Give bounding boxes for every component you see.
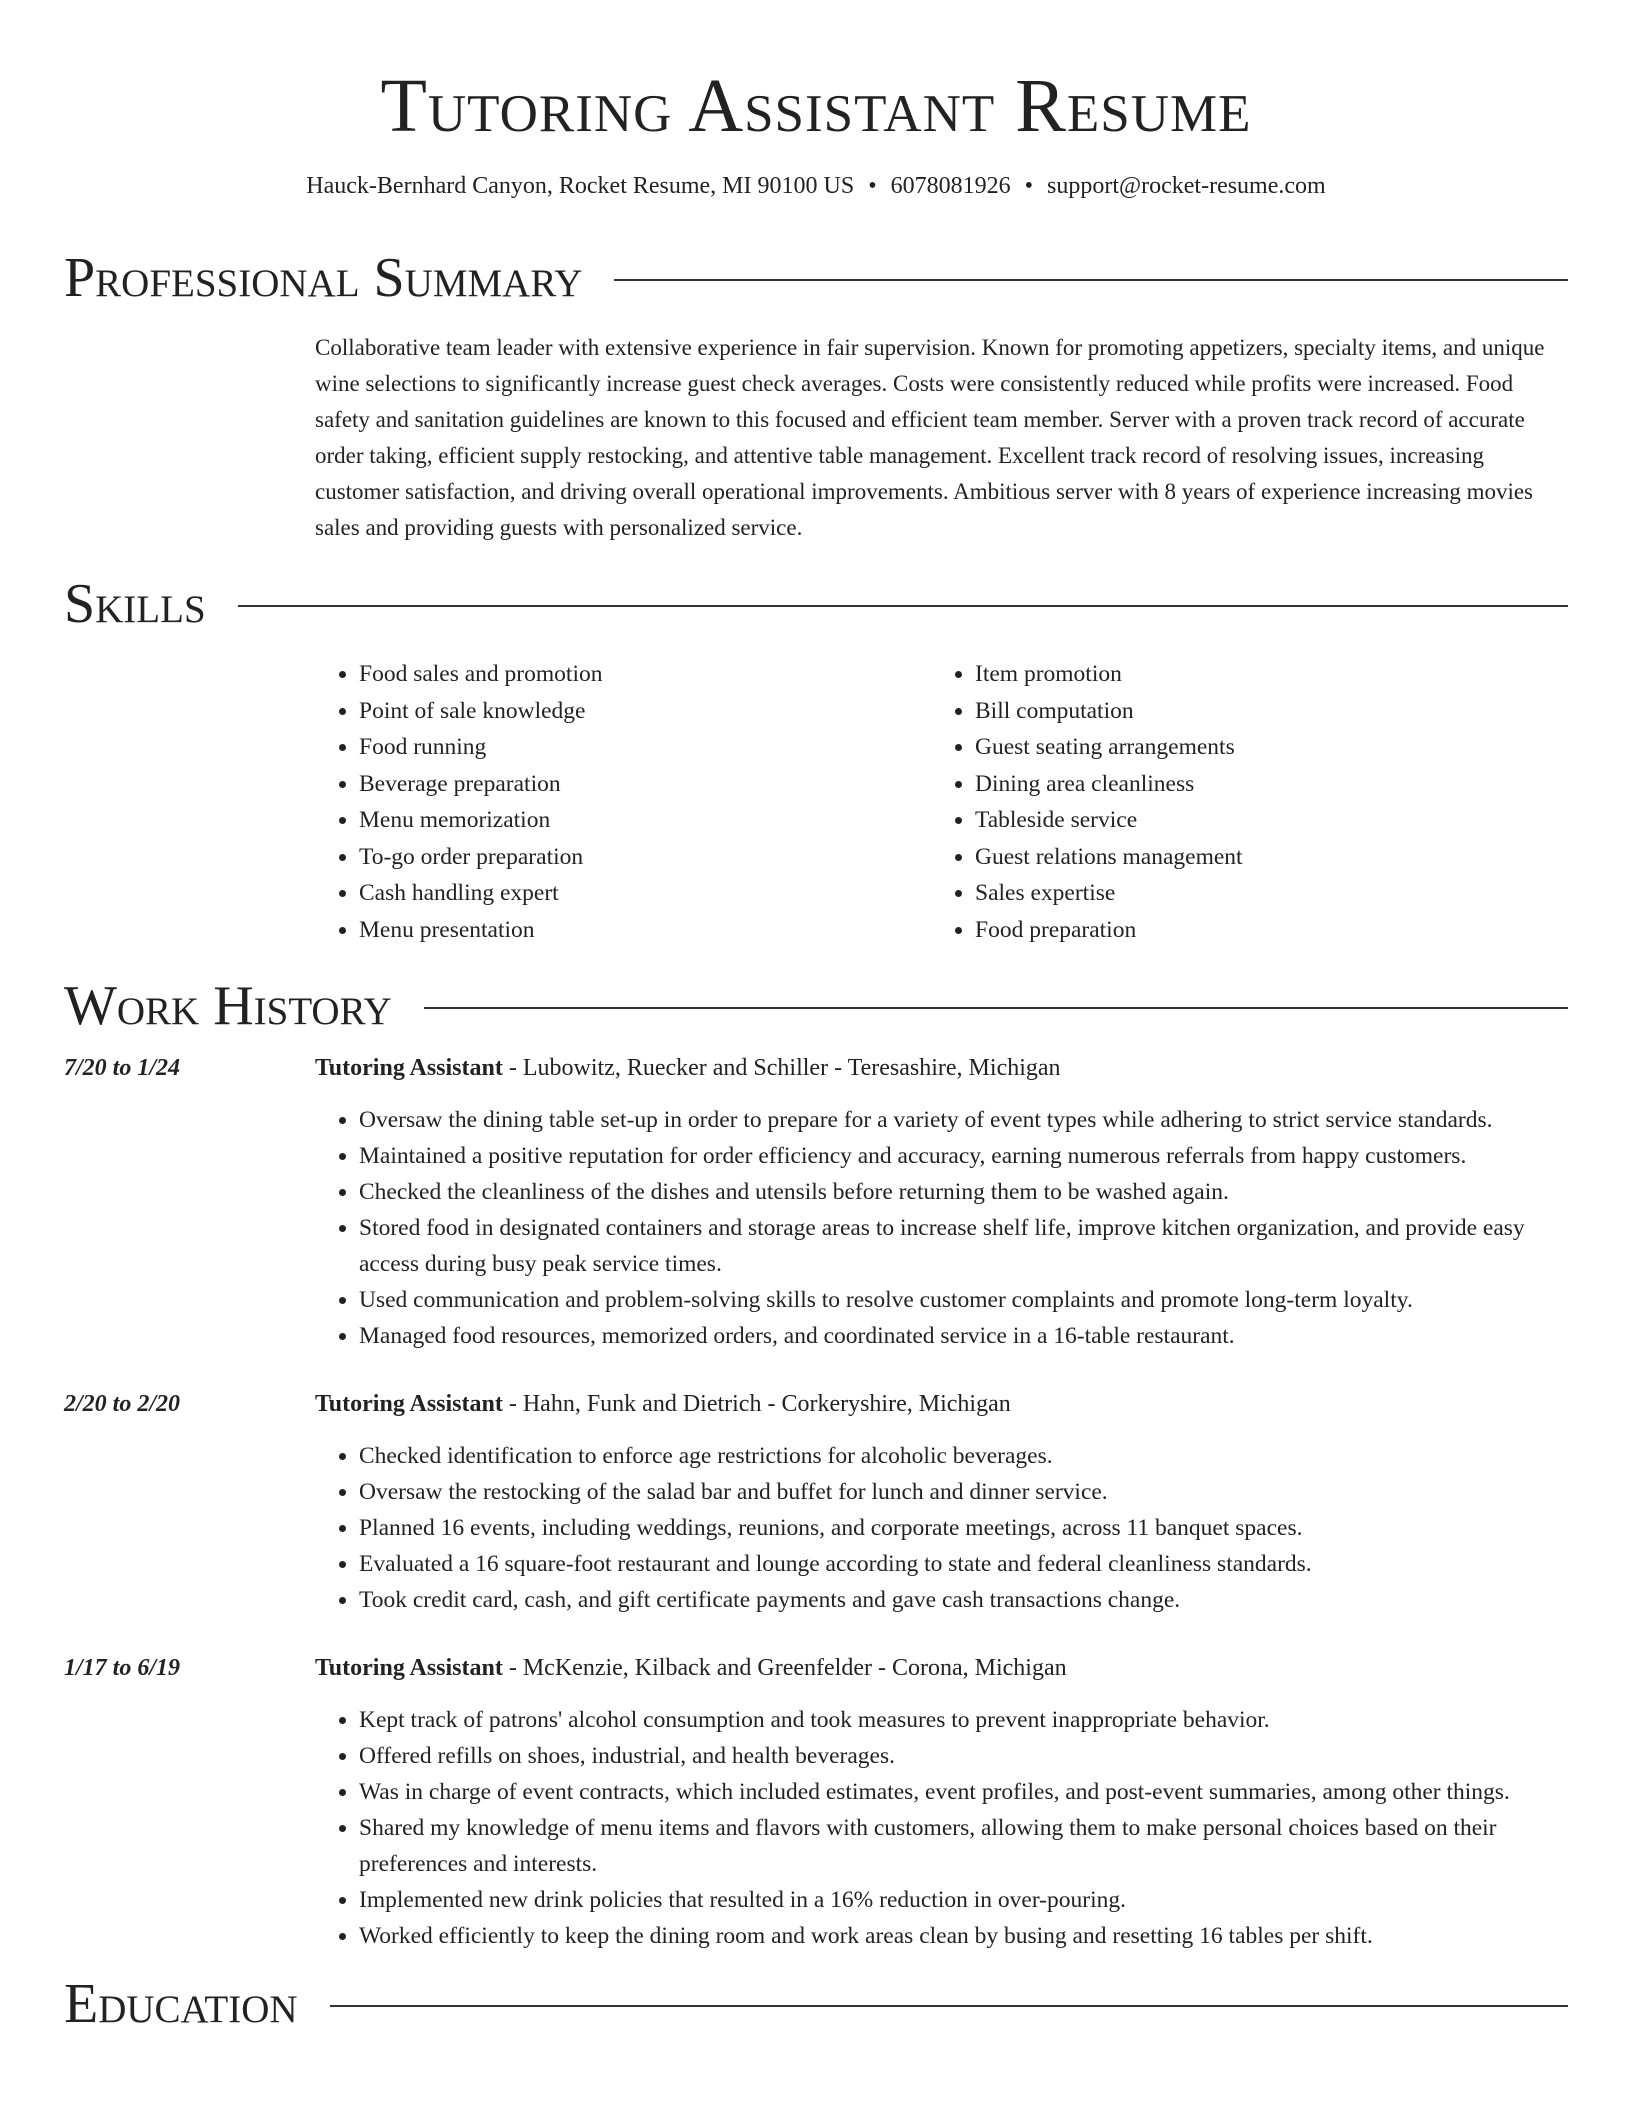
job-dates: 7/20 to 1/24 (64, 1055, 181, 1081)
job-body (315, 1050, 1568, 1354)
job-title: Tutoring Assistant (315, 1055, 503, 1081)
job-dates: 1/17 to 6/19 (64, 1655, 181, 1681)
job-heading (315, 1386, 1568, 1422)
skill-item: • Food running (359, 729, 931, 766)
contact-email: support@rocket-resume.com (1047, 173, 1326, 199)
skill-item: • Point of sale knowledge (359, 693, 931, 730)
section-divider (238, 605, 1568, 607)
section-divider (424, 1007, 1568, 1009)
job-bullets (315, 1102, 1568, 1354)
skill-item: • Guest seating arrangements (975, 729, 1547, 766)
skills-list-right (931, 656, 1547, 948)
summary-heading: Professional Summary (64, 247, 583, 309)
education-heading: Education (64, 1973, 298, 2035)
job-employer: - McKenzie, Kilback and Greenfelder - Corona, Michigan (502, 1655, 1067, 1681)
skills-section-header (64, 572, 1568, 636)
job-title: Tutoring Assistant (315, 1391, 503, 1417)
job-bullet: • Checked identification to enforce age restrictions for alcoholic beverages. (359, 1438, 1568, 1474)
education-section-header (64, 1972, 1568, 2036)
job-bullet: • Evaluated a 16 square-foot restaurant and lounge according to state and federal cleanliness standards. (359, 1546, 1568, 1582)
work-section-header (64, 974, 1568, 1038)
job-bullet: • Planned 16 events, including weddings, reunions, and corporate meetings, across 11 banquet spaces. (359, 1510, 1568, 1546)
skill-item: • Item promotion (975, 656, 1547, 693)
contact-separator: • (1024, 173, 1034, 199)
skills-heading: Skills (64, 573, 206, 635)
job-heading (315, 1050, 1568, 1086)
resume-page (64, 0, 1568, 2036)
job-bullet: • Was in charge of event contracts, which included estimates, event profiles, and post-event summaries, among other things. (359, 1774, 1568, 1810)
skills-list-left (315, 656, 931, 948)
job-bullet: • Maintained a positive reputation for order efficiency and accuracy, earning numerous referrals from happy customers. (359, 1138, 1568, 1174)
skill-item: • Cash handling expert (359, 875, 931, 912)
contact-line (64, 170, 1568, 202)
work-heading: Work History (64, 975, 392, 1037)
job-heading (315, 1650, 1568, 1686)
resume-title: Tutoring Assistant Resume (380, 64, 1252, 148)
skill-item: • Dining area cleanliness (975, 766, 1547, 803)
summary-text: Collaborative team leader with extensive experience in fair supervision. Known for promoting appetizers, specialty items, and unique wine selections to significantly increase guest check averages. Costs were consistently reduced while profits were increased. Food safety and sanitation guidelines are known to this focused and efficient team member. Server with a proven track record of accurate order taking, efficient supply restocking, and attentive table management. Excellent track record of resolving issues, increasing customer satisfaction, and driving overall operational improvements. Ambitious server with 8 years of experience increasing movies sales and providing guests with personalized service. (315, 335, 1545, 540)
job-bullet: • Oversaw the dining table set-up in order to prepare for a variety of event types while adhering to strict service standards. (359, 1102, 1568, 1138)
job-entry (64, 1386, 1568, 1618)
job-bullets (315, 1438, 1568, 1618)
skill-item: • Menu presentation (359, 912, 931, 949)
job-body (315, 1386, 1568, 1618)
section-divider (614, 279, 1568, 281)
job-bullet: • Worked efficiently to keep the dining room and work areas clean by busing and resetting 16 tables per shift. (359, 1918, 1568, 1954)
job-bullet: • Checked the cleanliness of the dishes and utensils before returning them to be washed again. (359, 1174, 1568, 1210)
skill-item: • Tableside service (975, 802, 1547, 839)
skill-item: • To-go order preparation (359, 839, 931, 876)
contact-separator: • (868, 173, 877, 199)
job-bullet: • Took credit card, cash, and gift certificate payments and gave cash transactions change. (359, 1582, 1568, 1618)
job-bullet: • Used communication and problem-solving skills to resolve customer complaints and promote long-term loyalty. (359, 1282, 1568, 1318)
skill-item: • Food preparation (975, 912, 1547, 949)
job-dates: 2/20 to 2/20 (64, 1391, 181, 1417)
job-bullet: • Stored food in designated containers and storage areas to increase shelf life, improve kitchen organization, and provide easy access during busy peak service times. (359, 1210, 1568, 1282)
job-employer: - Hahn, Funk and Dietrich - Corkeryshire, Michigan (502, 1391, 1011, 1417)
summary-section-header (64, 246, 1568, 310)
job-bullets (315, 1702, 1568, 1954)
skills-grid (315, 656, 1568, 948)
job-bullet: • Implemented new drink policies that resulted in a 16% reduction in over-pouring. (359, 1882, 1568, 1918)
skill-item: • Guest relations management (975, 839, 1547, 876)
job-bullet: • Shared my knowledge of menu items and flavors with customers, allowing them to make personal choices based on their preferences and interests. (359, 1810, 1568, 1882)
skill-item: • Food sales and promotion (359, 656, 931, 693)
skill-item: • Sales expertise (975, 875, 1547, 912)
skill-item: • Beverage preparation (359, 766, 931, 803)
job-body (315, 1650, 1568, 1954)
section-divider (330, 2005, 1568, 2007)
contact-phone: 6078081926 (890, 173, 1011, 199)
skill-item: • Bill computation (975, 693, 1547, 730)
job-bullet: • Offered refills on shoes, industrial, and health beverages. (359, 1738, 1568, 1774)
job-title: Tutoring Assistant (315, 1655, 503, 1681)
job-bullet: • Managed food resources, memorized orders, and coordinated service in a 16-table restaurant. (359, 1318, 1568, 1354)
skill-item: • Menu memorization (359, 802, 931, 839)
job-entry (64, 1050, 1568, 1354)
job-entry (64, 1650, 1568, 1954)
job-employer: - Lubowitz, Ruecker and Schiller - Teresashire, Michigan (502, 1055, 1061, 1081)
job-bullet: • Oversaw the restocking of the salad bar and buffet for lunch and dinner service. (359, 1474, 1568, 1510)
contact-address: Hauck-Bernhard Canyon, Rocket Resume, MI 90100 US (306, 173, 855, 199)
job-bullet: • Kept track of patrons' alcohol consumption and took measures to prevent inappropriate behavior. (359, 1702, 1568, 1738)
